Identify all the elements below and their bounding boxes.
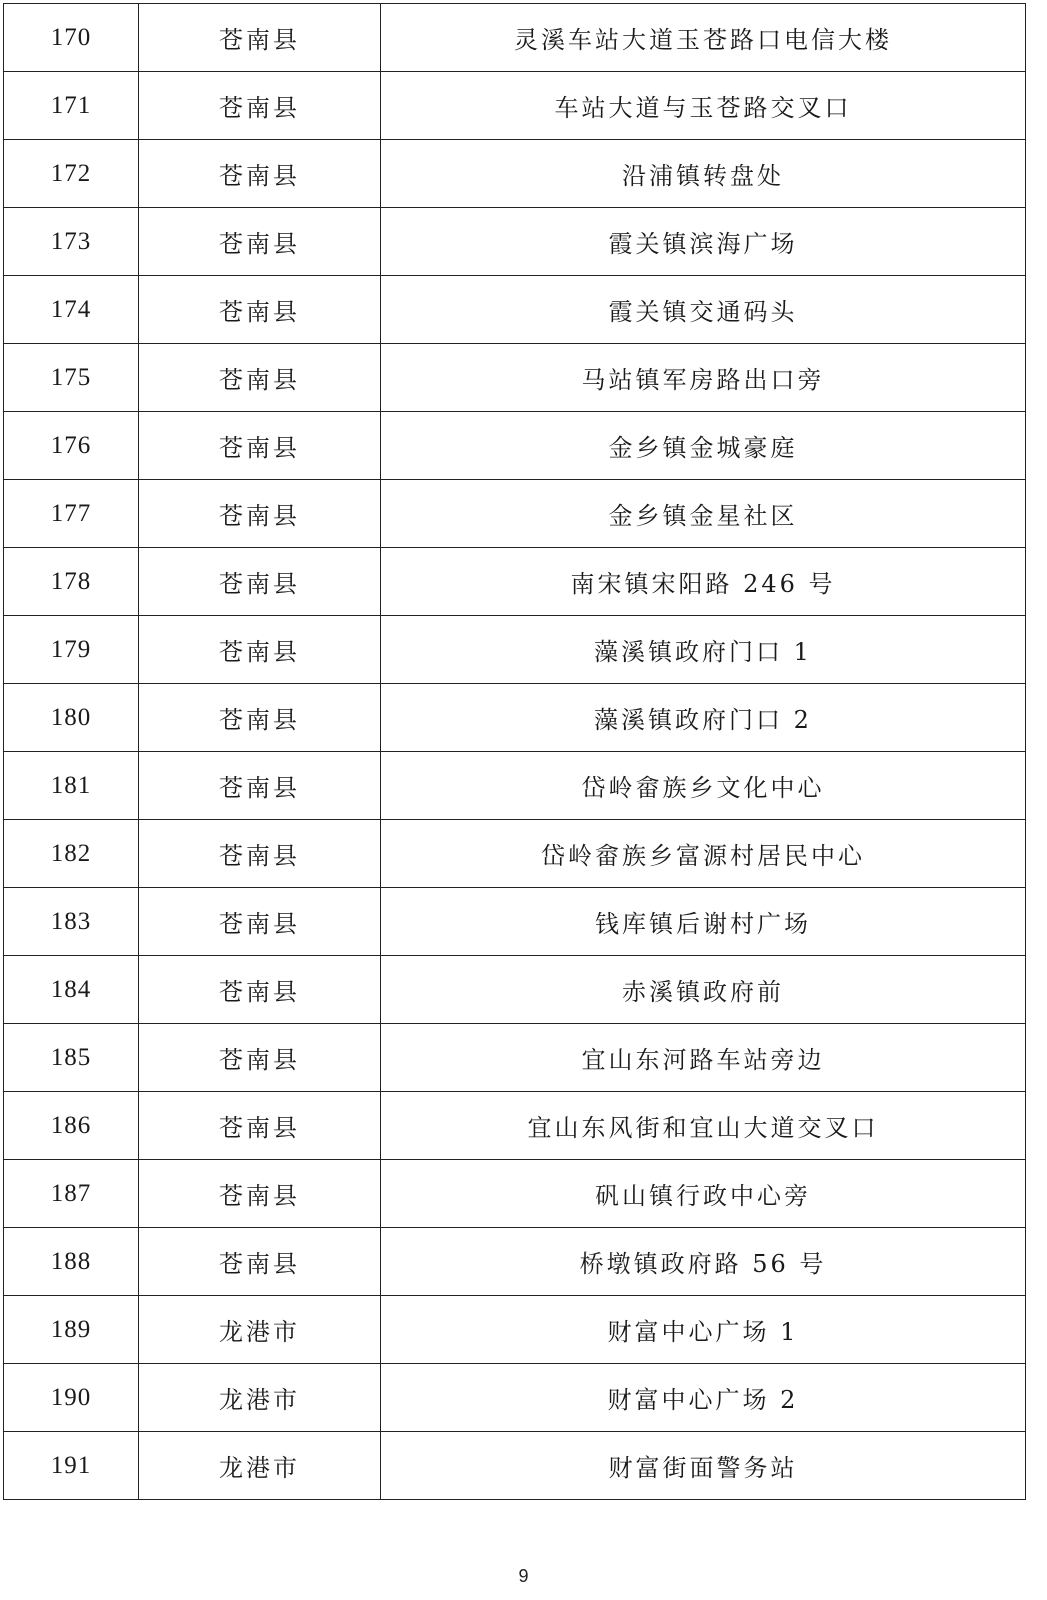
row-number-cell: 175 [4,344,139,412]
table-row [4,276,1026,344]
table-row [4,140,1026,208]
county-cell: 苍南县 [139,208,381,276]
county-cell: 苍南县 [139,480,381,548]
county-cell: 苍南县 [139,1092,381,1160]
county-cell: 苍南县 [139,1160,381,1228]
row-number-cell: 187 [4,1160,139,1228]
table-row [4,1160,1026,1228]
page-number: 9 [518,1566,529,1586]
table-row [4,956,1026,1024]
table-row [4,1432,1026,1500]
location-cell: 财富中心广场 1 [381,1296,1026,1364]
table-row [4,344,1026,412]
county-cell: 苍南县 [139,616,381,684]
location-cell: 车站大道与玉苍路交叉口 [381,72,1026,140]
location-cell: 南宋镇宋阳路 246 号 [381,548,1026,616]
location-cell: 财富街面警务站 [381,1432,1026,1500]
location-cell: 金乡镇金星社区 [381,480,1026,548]
table-row [4,1296,1026,1364]
row-number-cell: 178 [4,548,139,616]
table-row [4,4,1026,72]
county-cell: 龙港市 [139,1296,381,1364]
county-cell: 苍南县 [139,412,381,480]
county-cell: 苍南县 [139,956,381,1024]
location-cell: 财富中心广场 2 [381,1364,1026,1432]
location-cell: 宜山东风街和宜山大道交叉口 [381,1092,1026,1160]
location-cell: 马站镇军房路出口旁 [381,344,1026,412]
table-row [4,72,1026,140]
table-row [4,820,1026,888]
county-cell: 苍南县 [139,548,381,616]
table-row [4,412,1026,480]
row-number-cell: 179 [4,616,139,684]
location-table [3,3,1026,1500]
row-number-cell: 172 [4,140,139,208]
location-cell: 桥墩镇政府路 56 号 [381,1228,1026,1296]
location-cell: 赤溪镇政府前 [381,956,1026,1024]
row-number-cell: 189 [4,1296,139,1364]
row-number-cell: 184 [4,956,139,1024]
location-cell: 宜山东河路车站旁边 [381,1024,1026,1092]
location-cell: 岱岭畲族乡富源村居民中心 [381,820,1026,888]
county-cell: 苍南县 [139,888,381,956]
county-cell: 龙港市 [139,1364,381,1432]
county-cell: 苍南县 [139,1228,381,1296]
row-number-cell: 177 [4,480,139,548]
county-cell: 苍南县 [139,820,381,888]
row-number-cell: 173 [4,208,139,276]
location-cell: 矾山镇行政中心旁 [381,1160,1026,1228]
county-cell: 龙港市 [139,1432,381,1500]
row-number-cell: 188 [4,1228,139,1296]
location-cell: 霞关镇交通码头 [381,276,1026,344]
location-table-body [4,4,1026,1500]
county-cell: 苍南县 [139,344,381,412]
county-cell: 苍南县 [139,72,381,140]
row-number-cell: 174 [4,276,139,344]
row-number-cell: 180 [4,684,139,752]
row-number-cell: 176 [4,412,139,480]
location-cell: 灵溪车站大道玉苍路口电信大楼 [381,4,1026,72]
row-number-cell: 191 [4,1432,139,1500]
county-cell: 苍南县 [139,140,381,208]
county-cell: 苍南县 [139,684,381,752]
table-row [4,1228,1026,1296]
county-cell: 苍南县 [139,752,381,820]
table-row [4,684,1026,752]
table-row [4,1092,1026,1160]
location-cell: 钱库镇后谢村广场 [381,888,1026,956]
table-row [4,208,1026,276]
table-row [4,888,1026,956]
row-number-cell: 190 [4,1364,139,1432]
location-cell: 岱岭畲族乡文化中心 [381,752,1026,820]
table-row [4,752,1026,820]
row-number-cell: 181 [4,752,139,820]
table-row [4,1024,1026,1092]
county-cell: 苍南县 [139,1024,381,1092]
table-row [4,480,1026,548]
row-number-cell: 186 [4,1092,139,1160]
row-number-cell: 171 [4,72,139,140]
row-number-cell: 185 [4,1024,139,1092]
row-number-cell: 170 [4,4,139,72]
table-row [4,548,1026,616]
location-cell: 霞关镇滨海广场 [381,208,1026,276]
location-cell: 藻溪镇政府门口 1 [381,616,1026,684]
row-number-cell: 182 [4,820,139,888]
table-row [4,1364,1026,1432]
location-cell: 藻溪镇政府门口 2 [381,684,1026,752]
table-row [4,616,1026,684]
county-cell: 苍南县 [139,4,381,72]
location-cell: 沿浦镇转盘处 [381,140,1026,208]
county-cell: 苍南县 [139,276,381,344]
row-number-cell: 183 [4,888,139,956]
location-cell: 金乡镇金城豪庭 [381,412,1026,480]
